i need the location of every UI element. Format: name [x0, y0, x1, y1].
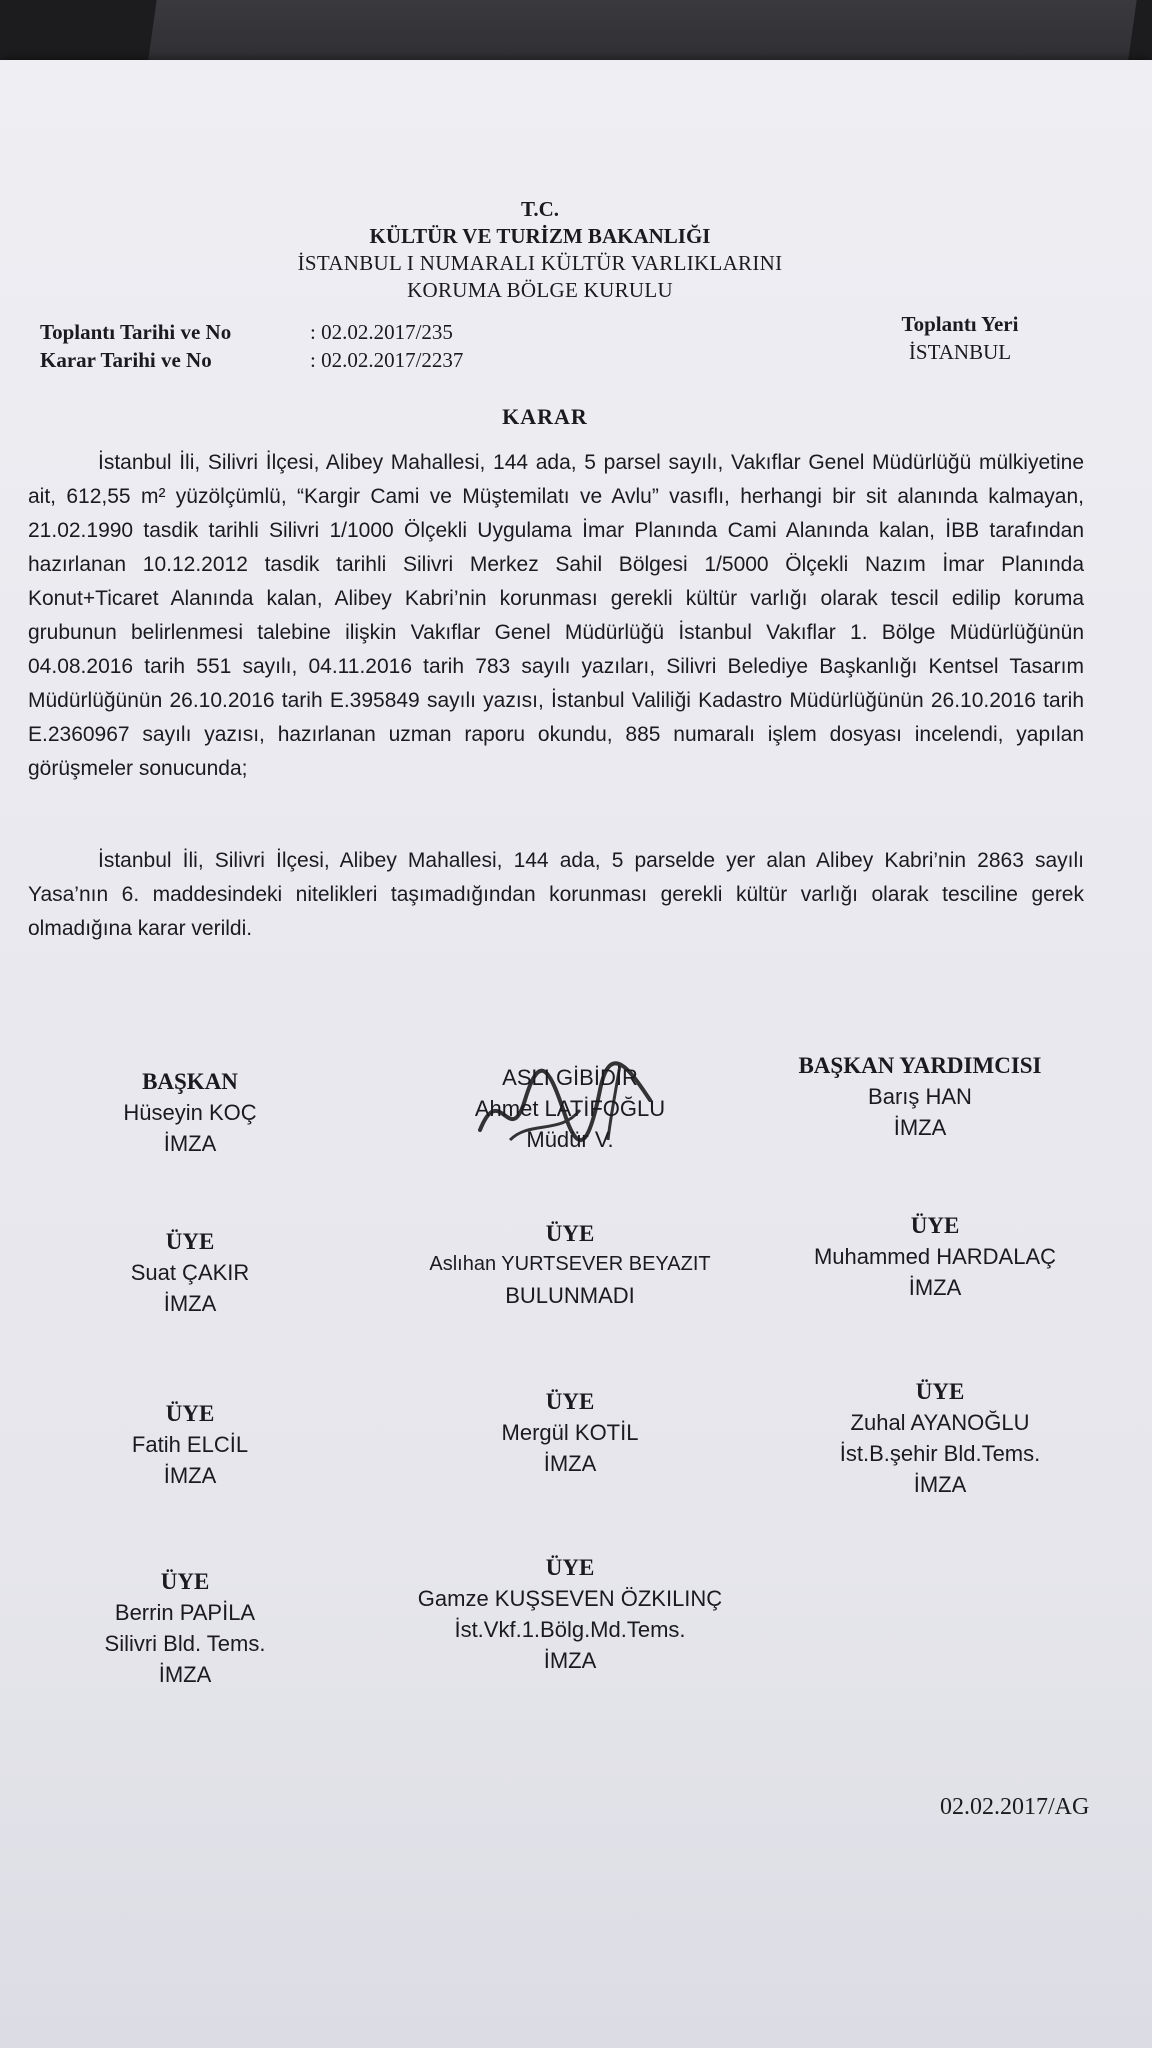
signature-member-2	[390, 1218, 750, 1311]
signature-member-8	[380, 1552, 760, 1676]
signature-status: İMZA	[158, 1662, 212, 1687]
decision-title: KARAR	[502, 404, 588, 429]
meeting-meta	[40, 318, 640, 374]
signature-status: İMZA	[543, 1451, 597, 1476]
signature-member-7	[55, 1566, 315, 1690]
document-reference-code: 02.02.2017/AG	[940, 1794, 1090, 1820]
decision-paragraph-2: İstanbul İli, Silivri İlçesi, Alibey Mahallesi, 144 ada, 5 parselde yer alan Alibey Kabri’nin 2863 sayılı Yasa’nın 6. maddesindeki nitelikleri taşımadığından korunması gerekli kültür varlığı olarak tesciline gerek olmadığına karar verildi.	[28, 849, 1084, 940]
signature-status: İMZA	[893, 1115, 947, 1140]
signature-representation: Silivri Bld. Tems.	[104, 1631, 266, 1656]
signature-member-1	[60, 1226, 320, 1319]
signature-name: Zuhal AYANOĞLU	[850, 1410, 1030, 1435]
signature-member-4	[60, 1398, 320, 1491]
signature-status: İMZA	[163, 1291, 217, 1316]
signature-member-6	[790, 1376, 1090, 1500]
signature-name: Berrin PAPİLA	[114, 1600, 256, 1625]
signature-role: ÜYE	[545, 1389, 595, 1414]
meeting-date-value: : 02.02.2017/235	[310, 320, 453, 344]
signature-status: İMZA	[913, 1472, 967, 1497]
signature-role: ÜYE	[910, 1213, 960, 1238]
signature-member-3	[770, 1210, 1100, 1303]
signature-role: ÜYE	[545, 1221, 595, 1246]
decision-date-label: Karar Tarihi ve No	[40, 348, 212, 372]
header-board-line2: KORUMA BÖLGE KURULU	[407, 278, 673, 302]
decision-paragraph-1: İstanbul İli, Silivri İlçesi, Alibey Mahallesi, 144 ada, 5 parsel sayılı, Vakıflar Genel Müdürlüğü mülkiyetine ait, 612,55 m² yüzölçümlü, “Kargir Cami ve Müştemilatı ve Avlu” vasıflı, herhangi bir sit alanında kalmayan, 21.02.1990 tasdik tarihli Silivri 1/1000 Ölçekli Uygulama İmar Planında Cami Alanında kalan, İBB tarafından hazırlanan 10.12.2012 tasdik tarihli Silivri Merkez Sahil Bölgesi 1/5000 Ölçekli Nazım İmar Planında Konut+Ticaret Alanında kalan, Alibey Kabri’nin korunması gerekli kültür varlığı olarak tescil edilip koruma grubunun belirlenmesi talebine ilişkin Vakıflar Genel Müdürlüğü İstanbul Vakıflar 1. Bölge Müdürlüğünün 04.08.2016 tarih 551 sayılı, 04.11.2016 tarih 783 sayılı yazıları, Silivri Belediye Başkanlığı Kentsel Tasarım Müdürlüğünün 26.10.2016 tarih E.395849 sayılı yazısı, İstanbul Valiliği Kadastro Müdürlüğünün 26.10.2016 tarih E.2360967 sayılı yazısı, hazırlanan uzman raporu okundu, 885 numaralı işlem dosyası incelendi, yapılan görüşmeler sonucunda;	[28, 451, 1084, 780]
meeting-place	[860, 310, 1060, 366]
signature-name: Fatih ELCİL	[131, 1432, 249, 1457]
signature-certified	[420, 1062, 720, 1155]
document-header	[230, 196, 850, 304]
signature-role: ÜYE	[160, 1569, 210, 1594]
signature-status: İMZA	[163, 1463, 217, 1488]
signature-representation: İst.Vkf.1.Bölg.Md.Tems.	[454, 1617, 686, 1642]
signature-member-5	[430, 1386, 710, 1479]
header-tc: T.C.	[520, 197, 560, 221]
signature-name: Mergül KOTİL	[501, 1420, 639, 1445]
signature-status: İMZA	[163, 1131, 217, 1156]
signature-role: ÜYE	[165, 1401, 215, 1426]
signature-name: Aslıhan YURTSEVER BEYAZIT	[429, 1253, 711, 1275]
meeting-place-label: Toplantı Yeri	[901, 312, 1019, 336]
signature-status: İMZA	[908, 1275, 962, 1300]
signature-name: Suat ÇAKIR	[130, 1260, 250, 1285]
signature-role: ÜYE	[165, 1229, 215, 1254]
header-ministry: KÜLTÜR VE TURİZM BAKANLIĞI	[369, 224, 711, 248]
signature-president	[60, 1066, 320, 1159]
signature-role: BAŞKAN	[142, 1069, 238, 1094]
meeting-date-label: Toplantı Tarihi ve No	[40, 320, 232, 344]
signature-vice-president	[760, 1050, 1080, 1143]
signature-name: Muhammed HARDALAÇ	[813, 1244, 1057, 1269]
decision-date-value: : 02.02.2017/2237	[310, 348, 464, 372]
header-board-line1: İSTANBUL I NUMARALI KÜLTÜR VARLIKLARINI	[297, 251, 783, 275]
signature-role: BAŞKAN YARDIMCISI	[798, 1053, 1042, 1078]
signature-status: BULUNMADI	[505, 1283, 635, 1308]
signature-role: ÜYE	[915, 1379, 965, 1404]
signature-title: Müdür V.	[526, 1127, 614, 1152]
signature-name: Hüseyin KOÇ	[123, 1100, 257, 1125]
signature-representation: İst.B.şehir Bld.Tems.	[839, 1441, 1041, 1466]
signature-role: ÜYE	[545, 1555, 595, 1580]
signature-name: Ahmet LATİFOĞLU	[474, 1096, 666, 1121]
signature-name: Barış HAN	[868, 1084, 972, 1109]
meeting-place-value: İSTANBUL	[908, 340, 1012, 364]
signature-name: Gamze KUŞSEVEN ÖZKILINÇ	[417, 1586, 723, 1611]
signature-status: İMZA	[543, 1648, 597, 1673]
certified-stamp-text: ASLI GİBİDİR	[502, 1065, 638, 1090]
